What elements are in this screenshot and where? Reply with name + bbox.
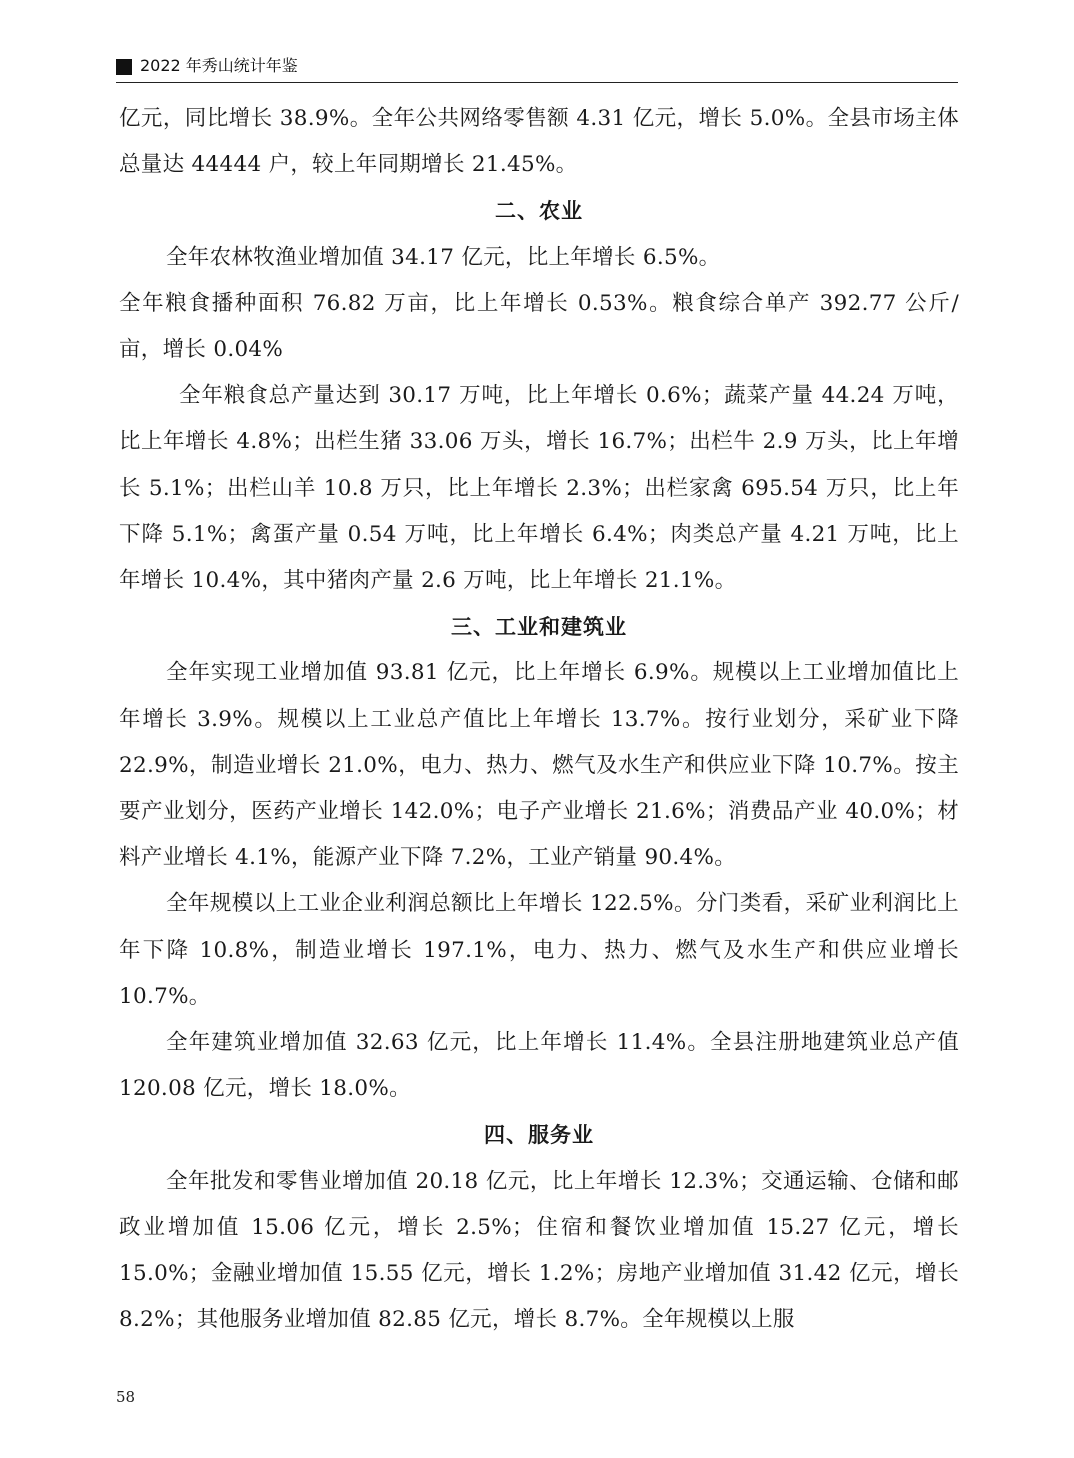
section-heading-services: 四、服务业 — [484, 1123, 594, 1148]
header-square-marker — [116, 59, 132, 75]
paragraph-industry-profits: 全年规模以上工业企业利润总额比上年增长 122.5%。分门类看，采矿业利润比上年下降 10.8%，制造业增长 197.1%，电力、热力、燃气及水生产和供应业增长 10.7%。 — [119, 891, 959, 1009]
page-number: 58 — [116, 1388, 136, 1406]
running-header — [116, 58, 958, 83]
paragraph-agriculture-output: 全年粮食总产量达到 30.17 万吨，比上年增长 0.6%；蔬菜产量 44.24 万吨，比上年增长 4.8%；出栏生猪 33.06 万头，增长 16.7%；出栏牛 2.9 万头，比上年增长 5.1%；出栏山羊 10.8 万只，比上年增长 2.3%；出栏家禽 695.54 万只，比上年下降 5.1%；禽蛋产量 0.54 万吨，比上年增长 6.4%；肉类总产量 4.21 万吨，比上年增长 10.4%，其中猪肉产量 2.6 万吨，比上年增长 21.1%。 — [119, 383, 959, 594]
section-heading-industry-construction: 三、工业和建筑业 — [451, 615, 627, 640]
paragraph-services: 全年批发和零售业增加值 20.18 亿元，比上年增长 12.3%；交通运输、仓储和邮政业增加值 15.06 亿元，增长 2.5%；住宿和餐饮业增加值 15.27 亿元，增长 15.0%；金融业增加值 15.55 亿元，增长 1.2%；房地产业增加值 31.42 亿元，增长 8.2%；其他服务业增加值 82.85 亿元，增长 8.7%。全年规模以上服 — [119, 1168, 959, 1333]
paragraph-agriculture-value-added: 全年农林牧渔业增加值 34.17 亿元，比上年增长 6.5%。 — [166, 244, 721, 270]
header-title: 2022 年秀山统计年鉴 — [140, 56, 298, 75]
paragraph-construction: 全年建筑业增加值 32.63 亿元，比上年增长 11.4%。全县注册地建筑业总产值 120.08 亿元，增长 18.0%。 — [119, 1030, 959, 1102]
paragraph-industry-value-added: 全年实现工业增加值 93.81 亿元，比上年增长 6.9%。规模以上工业增加值比上年增长 3.9%。规模以上工业总产值比上年增长 13.7%。按行业划分，采矿业下降 22.9%，制造业增长 21.0%，电力、热力、燃气及水生产和供应业下降 10.7%。按主要产业划分，医药产业增长 142.0%；电子产业增长 21.6%；消费品产业 40.0%；材料产业增长 4.1%，能源产业下降 7.2%，工业产销量 90.4%。 — [119, 660, 959, 871]
paragraph-retail-continuation: 亿元，同比增长 38.9%。全年公共网络零售额 4.31 亿元，增长 5.0%。全县市场主体总量达 44444 户，较上年同期增长 21.45%。 — [119, 106, 959, 178]
page-body — [119, 96, 959, 1343]
section-heading-agriculture: 二、农业 — [495, 199, 583, 224]
paragraph-grain-area: 全年粮食播种面积 76.82 万亩，比上年增长 0.53%。粮食综合单产 392.77 公斤/亩，增长 0.04% — [119, 290, 959, 363]
